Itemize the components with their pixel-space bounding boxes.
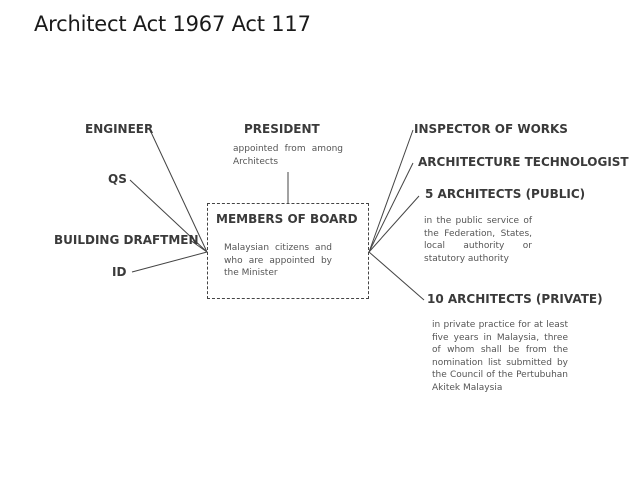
line-id [132, 252, 207, 272]
line-public [369, 196, 419, 252]
line-private [369, 252, 424, 300]
label-architecture-technologist: ARCHITECTURE TECHNOLOGIST [418, 155, 629, 169]
label-architects-private: 10 ARCHITECTS (PRIVATE) [427, 292, 603, 306]
label-qs: QS [108, 172, 127, 186]
board-note: Malaysian citizens and who are appointed by the Minister [224, 243, 332, 279]
line-technologist [369, 163, 413, 252]
label-building-draftmen: BUILDING DRAFTMEN [54, 233, 199, 247]
label-engineer: ENGINEER [85, 122, 154, 136]
label-inspector-of-works: INSPECTOR OF WORKS [414, 122, 568, 136]
president-note: appointed from among Architects [233, 144, 343, 167]
architects-public-note: in the public service of the Federation, States, local authority or statutory authority [424, 216, 532, 264]
page-title: Architect Act 1967 Act 117 [34, 12, 311, 36]
label-president: PRESIDENT [244, 122, 320, 136]
architects-private-note: in private practice for at least five years in Malaysia, three of whom shall be from the nomination list submitted by the Council of the Pertubuhan Akitek Malaysia [432, 320, 568, 393]
board-heading: MEMBERS OF BOARD [216, 212, 358, 226]
line-inspector [369, 130, 413, 252]
label-id: ID [112, 265, 127, 279]
label-architects-public: 5 ARCHITECTS (PUBLIC) [425, 187, 586, 201]
